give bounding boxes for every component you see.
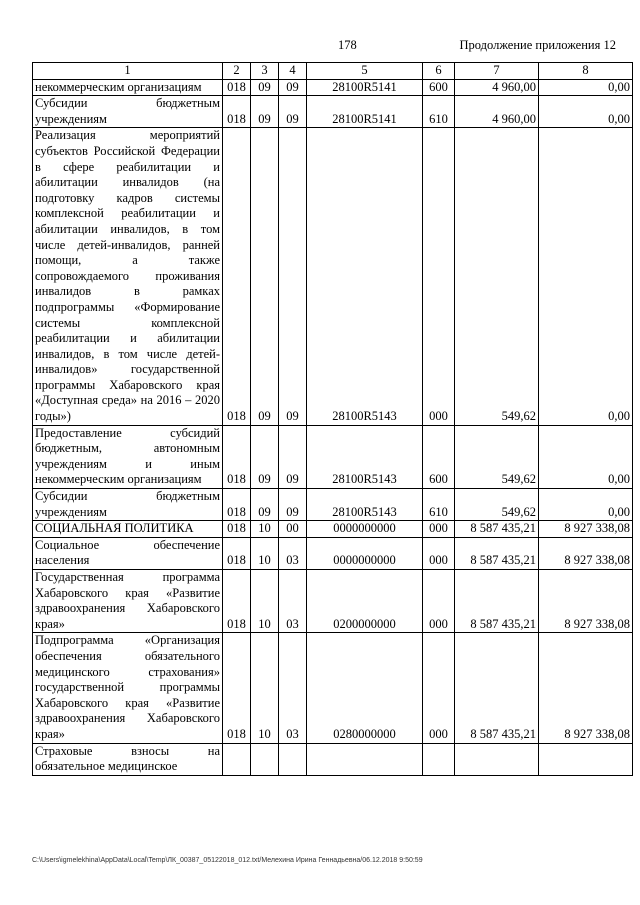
column-header: 2 <box>223 63 251 80</box>
subsection-cell: 03 <box>279 633 307 743</box>
expense-type-cell: 000 <box>423 633 455 743</box>
code-cell: 018 <box>223 128 251 425</box>
section-cell: 09 <box>251 425 279 488</box>
target-article-cell: 28100R5143 <box>307 425 423 488</box>
amount-col7-cell: 4 960,00 <box>455 79 539 96</box>
table-row <box>33 79 633 96</box>
budget-table <box>32 62 633 776</box>
section-cell: 10 <box>251 537 279 569</box>
expense-type-cell: 600 <box>423 425 455 488</box>
amount-col7-cell <box>455 743 539 775</box>
row-name-cell: Реализация мероприятий субъектов Российской Федерации в сфере реабилитации и абилитации инвалидов (на подготовку кадров системы комплексной реабилитации и абилитации инвалидов, в том числе детей-инвалидов, ранней помощи, а также сопровождаемого проживания инвалидов в рамках подпрограммы «Формирование системы комплексной реабилитации и абилитации инвалидов, в том числе детей-инвалидов» государственной программы Хабаровского края «Доступная среда» на 2016 – 2020 годы») <box>33 128 223 425</box>
section-cell: 10 <box>251 633 279 743</box>
code-cell <box>223 743 251 775</box>
subsection-cell: 03 <box>279 537 307 569</box>
amount-col7-cell: 8 587 435,21 <box>455 570 539 633</box>
column-header: 3 <box>251 63 279 80</box>
expense-type-cell: 600 <box>423 79 455 96</box>
subsection-cell: 03 <box>279 570 307 633</box>
column-header: 1 <box>33 63 223 80</box>
subsection-cell <box>279 743 307 775</box>
column-header: 5 <box>307 63 423 80</box>
amount-col7-cell: 549,62 <box>455 128 539 425</box>
table-row <box>33 489 633 521</box>
code-cell: 018 <box>223 79 251 96</box>
target-article-cell: 28100R5143 <box>307 128 423 425</box>
amount-col7-cell: 8 587 435,21 <box>455 521 539 538</box>
expense-type-cell: 000 <box>423 570 455 633</box>
column-header: 4 <box>279 63 307 80</box>
column-header: 7 <box>455 63 539 80</box>
row-name-cell: некоммерческим организациям <box>33 79 223 96</box>
column-header: 8 <box>539 63 633 80</box>
section-cell: 09 <box>251 79 279 96</box>
code-cell: 018 <box>223 570 251 633</box>
amount-col8-cell <box>539 743 633 775</box>
amount-col8-cell: 8 927 338,08 <box>539 521 633 538</box>
section-cell: 10 <box>251 570 279 633</box>
amount-col7-cell: 8 587 435,21 <box>455 537 539 569</box>
subsection-cell: 09 <box>279 489 307 521</box>
code-cell: 018 <box>223 489 251 521</box>
expense-type-cell: 610 <box>423 489 455 521</box>
amount-col8-cell: 8 927 338,08 <box>539 570 633 633</box>
code-cell: 018 <box>223 633 251 743</box>
target-article-cell <box>307 743 423 775</box>
table-row <box>33 96 633 128</box>
table-row <box>33 570 633 633</box>
section-cell <box>251 743 279 775</box>
table-header-row <box>33 63 633 80</box>
section-cell: 09 <box>251 489 279 521</box>
target-article-cell: 0200000000 <box>307 570 423 633</box>
amount-col8-cell: 0,00 <box>539 96 633 128</box>
section-cell: 10 <box>251 521 279 538</box>
expense-type-cell: 000 <box>423 128 455 425</box>
subsection-cell: 09 <box>279 128 307 425</box>
amount-col8-cell: 0,00 <box>539 79 633 96</box>
row-name-cell: Предоставление субсидий бюджетным, автономным учреждениям и иным некоммерческим организациям <box>33 425 223 488</box>
subsection-cell: 09 <box>279 96 307 128</box>
amount-col8-cell: 8 927 338,08 <box>539 537 633 569</box>
target-article-cell: 0280000000 <box>307 633 423 743</box>
table-row <box>33 633 633 743</box>
expense-type-cell: 610 <box>423 96 455 128</box>
subsection-cell: 00 <box>279 521 307 538</box>
subsection-cell: 09 <box>279 79 307 96</box>
expense-type-cell: 000 <box>423 537 455 569</box>
table-row <box>33 425 633 488</box>
row-name-cell: Подпрограмма «Организация обеспечения обязательного медицинского страхования» государственной программы Хабаровского края «Развитие здравоохранения Хабаровского края» <box>33 633 223 743</box>
code-cell: 018 <box>223 537 251 569</box>
row-name-cell: Субсидии бюджетным учреждениям <box>33 489 223 521</box>
page-number: 178 <box>338 38 357 52</box>
code-cell: 018 <box>223 521 251 538</box>
amount-col8-cell: 8 927 338,08 <box>539 633 633 743</box>
row-name-cell: Социальное обеспечение населения <box>33 537 223 569</box>
section-cell: 09 <box>251 128 279 425</box>
row-name-cell: Страховые взносы на обязательное медицинское <box>33 743 223 775</box>
expense-type-cell: 000 <box>423 521 455 538</box>
table-row <box>33 128 633 425</box>
table-row <box>33 537 633 569</box>
expense-type-cell <box>423 743 455 775</box>
subsection-cell: 09 <box>279 425 307 488</box>
file-path-footer: C:\Users\igmelekhina\AppData\Local\Temp\ЛК_00387_05122018_012.txt/Мелехина Ирина Геннадьевна/06.12.2018 9:50:59 <box>32 857 423 864</box>
target-article-cell: 0000000000 <box>307 537 423 569</box>
amount-col7-cell: 549,62 <box>455 489 539 521</box>
target-article-cell: 28100R5141 <box>307 79 423 96</box>
code-cell: 018 <box>223 425 251 488</box>
amount-col7-cell: 8 587 435,21 <box>455 633 539 743</box>
row-name-cell: СОЦИАЛЬНАЯ ПОЛИТИКА <box>33 521 223 538</box>
amount-col7-cell: 4 960,00 <box>455 96 539 128</box>
amount-col8-cell: 0,00 <box>539 128 633 425</box>
column-header: 6 <box>423 63 455 80</box>
table-row <box>33 521 633 538</box>
target-article-cell: 28100R5141 <box>307 96 423 128</box>
section-cell: 09 <box>251 96 279 128</box>
table-row <box>33 743 633 775</box>
appendix-continuation-title: Продолжение приложения 12 <box>459 38 616 52</box>
code-cell: 018 <box>223 96 251 128</box>
row-name-cell: Государственная программа Хабаровского края «Развитие здравоохранения Хабаровского края» <box>33 570 223 633</box>
amount-col7-cell: 549,62 <box>455 425 539 488</box>
target-article-cell: 0000000000 <box>307 521 423 538</box>
amount-col8-cell: 0,00 <box>539 425 633 488</box>
amount-col8-cell: 0,00 <box>539 489 633 521</box>
target-article-cell: 28100R5143 <box>307 489 423 521</box>
row-name-cell: Субсидии бюджетным учреждениям <box>33 96 223 128</box>
